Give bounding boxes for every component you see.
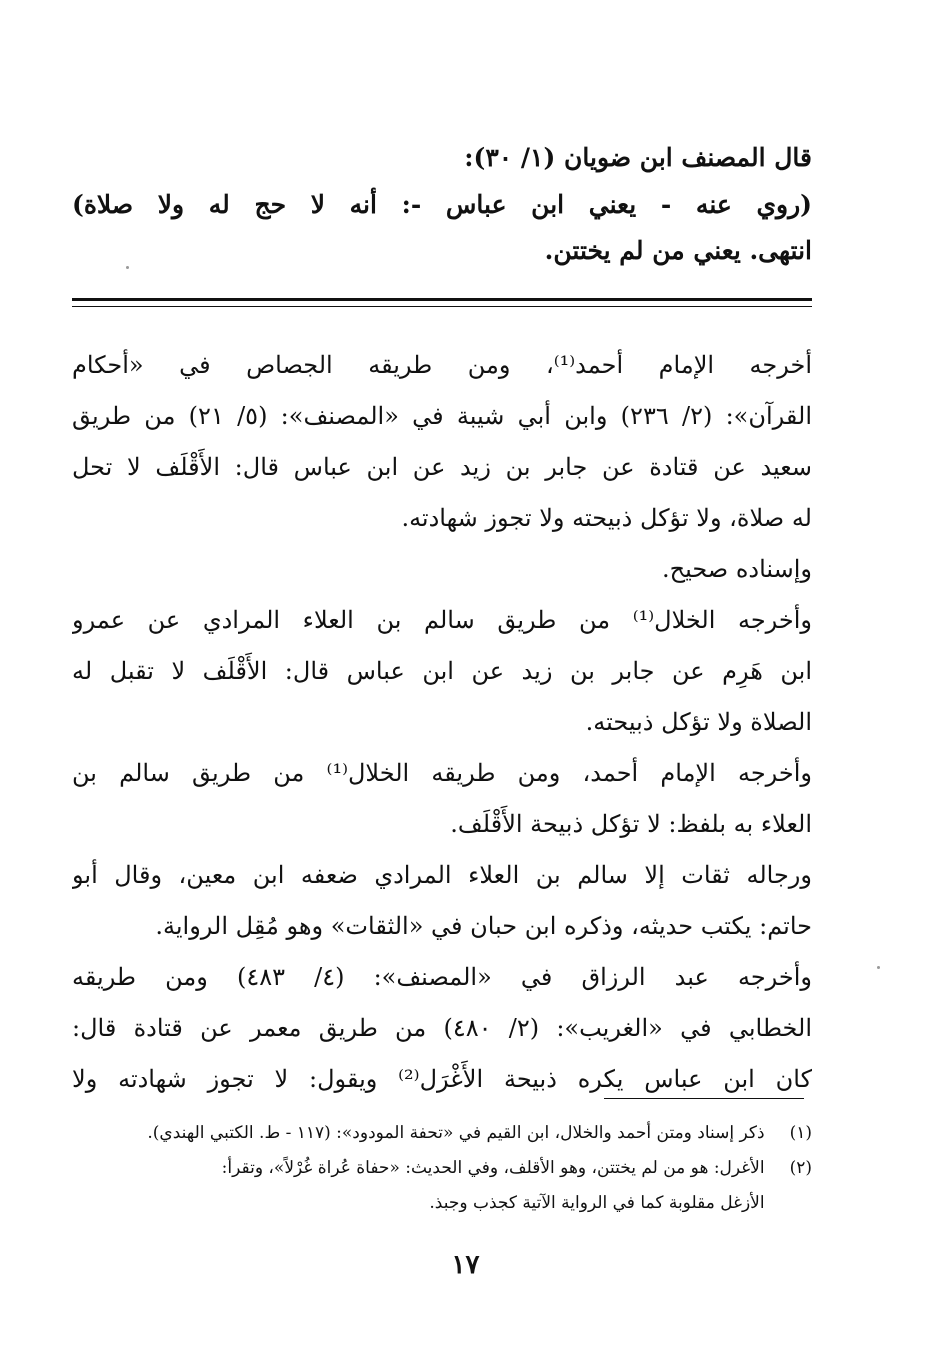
- body-line: كان ابن عباس يكره ذبيحة الأَغْرَل⁽²⁾ ويقول: لا تجوز شهادته ولا: [72, 1065, 812, 1093]
- footnote-text: ذكر إسناد ومتن أحمد والخلال، ابن القيم في «تحفة المودود»: (١١٧ - ط. الكتبي الهندي).: [147, 1123, 765, 1143]
- footnotes: [72, 1116, 812, 1221]
- divider-thin: [72, 306, 812, 307]
- footnote-item: [72, 1151, 812, 1186]
- body-line: سعيد عن قتادة عن جابر بن زيد عن ابن عباس قال: الأَقْلَف لا تحل: [72, 453, 812, 481]
- body-line: أخرجه الإمام أحمد⁽¹⁾، ومن طريقه الجصاص في «أحكام: [72, 351, 812, 379]
- body-line: وأخرجه الخلال⁽¹⁾ من طريق سالم بن العلاء المرادي عن عمرو: [72, 606, 812, 634]
- footnote-number: (٢): [789, 1158, 812, 1178]
- body-line: وأخرجه عبد الرزاق في «المصنف»: (٤/ ٤٨٣) ومن طريقه: [72, 963, 812, 991]
- quote-line: (روي عنه - يعني ابن عباس -: أنه لا حج له ولا صلاة): [72, 190, 812, 219]
- body-line: وإسناده صحيح.: [661, 555, 812, 583]
- body-line: العلاء به بلفظ: لا تؤكل ذبيحة الأَقْلَف.: [450, 810, 812, 838]
- body-line: القرآن»: (٢/ ٢٣٦) وابن أبي شيبة في «المصنف»: (٥/ ٢١) من طريق: [72, 402, 812, 430]
- footnote-item: [72, 1116, 812, 1151]
- footnote-continuation: [72, 1186, 812, 1221]
- footnote-text: الأزغل مقلوبة كما في الرواية الآتية كجذب وجبذ.: [429, 1193, 765, 1213]
- footnote-text: الأغرل: هو من لم يختتن، وهو الأقلف، وفي الحديث: «حفاة عُراة غُرْلاً»، وتقرأ:: [221, 1158, 765, 1178]
- quote-line: انتهى. يعني من لم يختتن.: [544, 236, 812, 265]
- scan-speck: [126, 266, 129, 269]
- quoted-text: [72, 182, 812, 274]
- page-number: ١٧: [451, 1250, 480, 1280]
- section-heading: [72, 136, 812, 180]
- body-line: الصلاة ولا تؤكل ذبيحته.: [585, 708, 812, 736]
- footnote-number: (١): [789, 1123, 812, 1143]
- body-line: الخطابي في «الغريب»: (٢/ ٤٨٠) من طريق معمر عن قتادة قال:: [72, 1014, 812, 1042]
- body-line: ورجاله ثقات إلا سالم بن العلاء المرادي ضعفه ابن معين، وقال أبو: [72, 861, 812, 889]
- body-line: وأخرجه الإمام أحمد، ومن طريقه الخلال⁽¹⁾ من طريق سالم بن: [72, 759, 812, 787]
- body-line: له صلاة، ولا تؤكل ذبيحته ولا تجوز شهادته.: [401, 504, 812, 532]
- body-line: حاتم: يكتب حديثه، وذكره ابن حبان في «الثقات» وهو مُقِل الرواية.: [155, 912, 812, 940]
- body-text: [72, 340, 812, 1105]
- divider-thick: [72, 298, 812, 301]
- body-line: ابن هَرِم عن جابر بن زيد عن ابن عباس قال: الأَقْلَف لا تقبل له: [72, 657, 812, 685]
- heading-text: قال المصنف ابن ضويان (١/ ٣٠):: [464, 143, 812, 172]
- footnote-divider: [604, 1098, 804, 1099]
- scan-speck: [877, 966, 880, 969]
